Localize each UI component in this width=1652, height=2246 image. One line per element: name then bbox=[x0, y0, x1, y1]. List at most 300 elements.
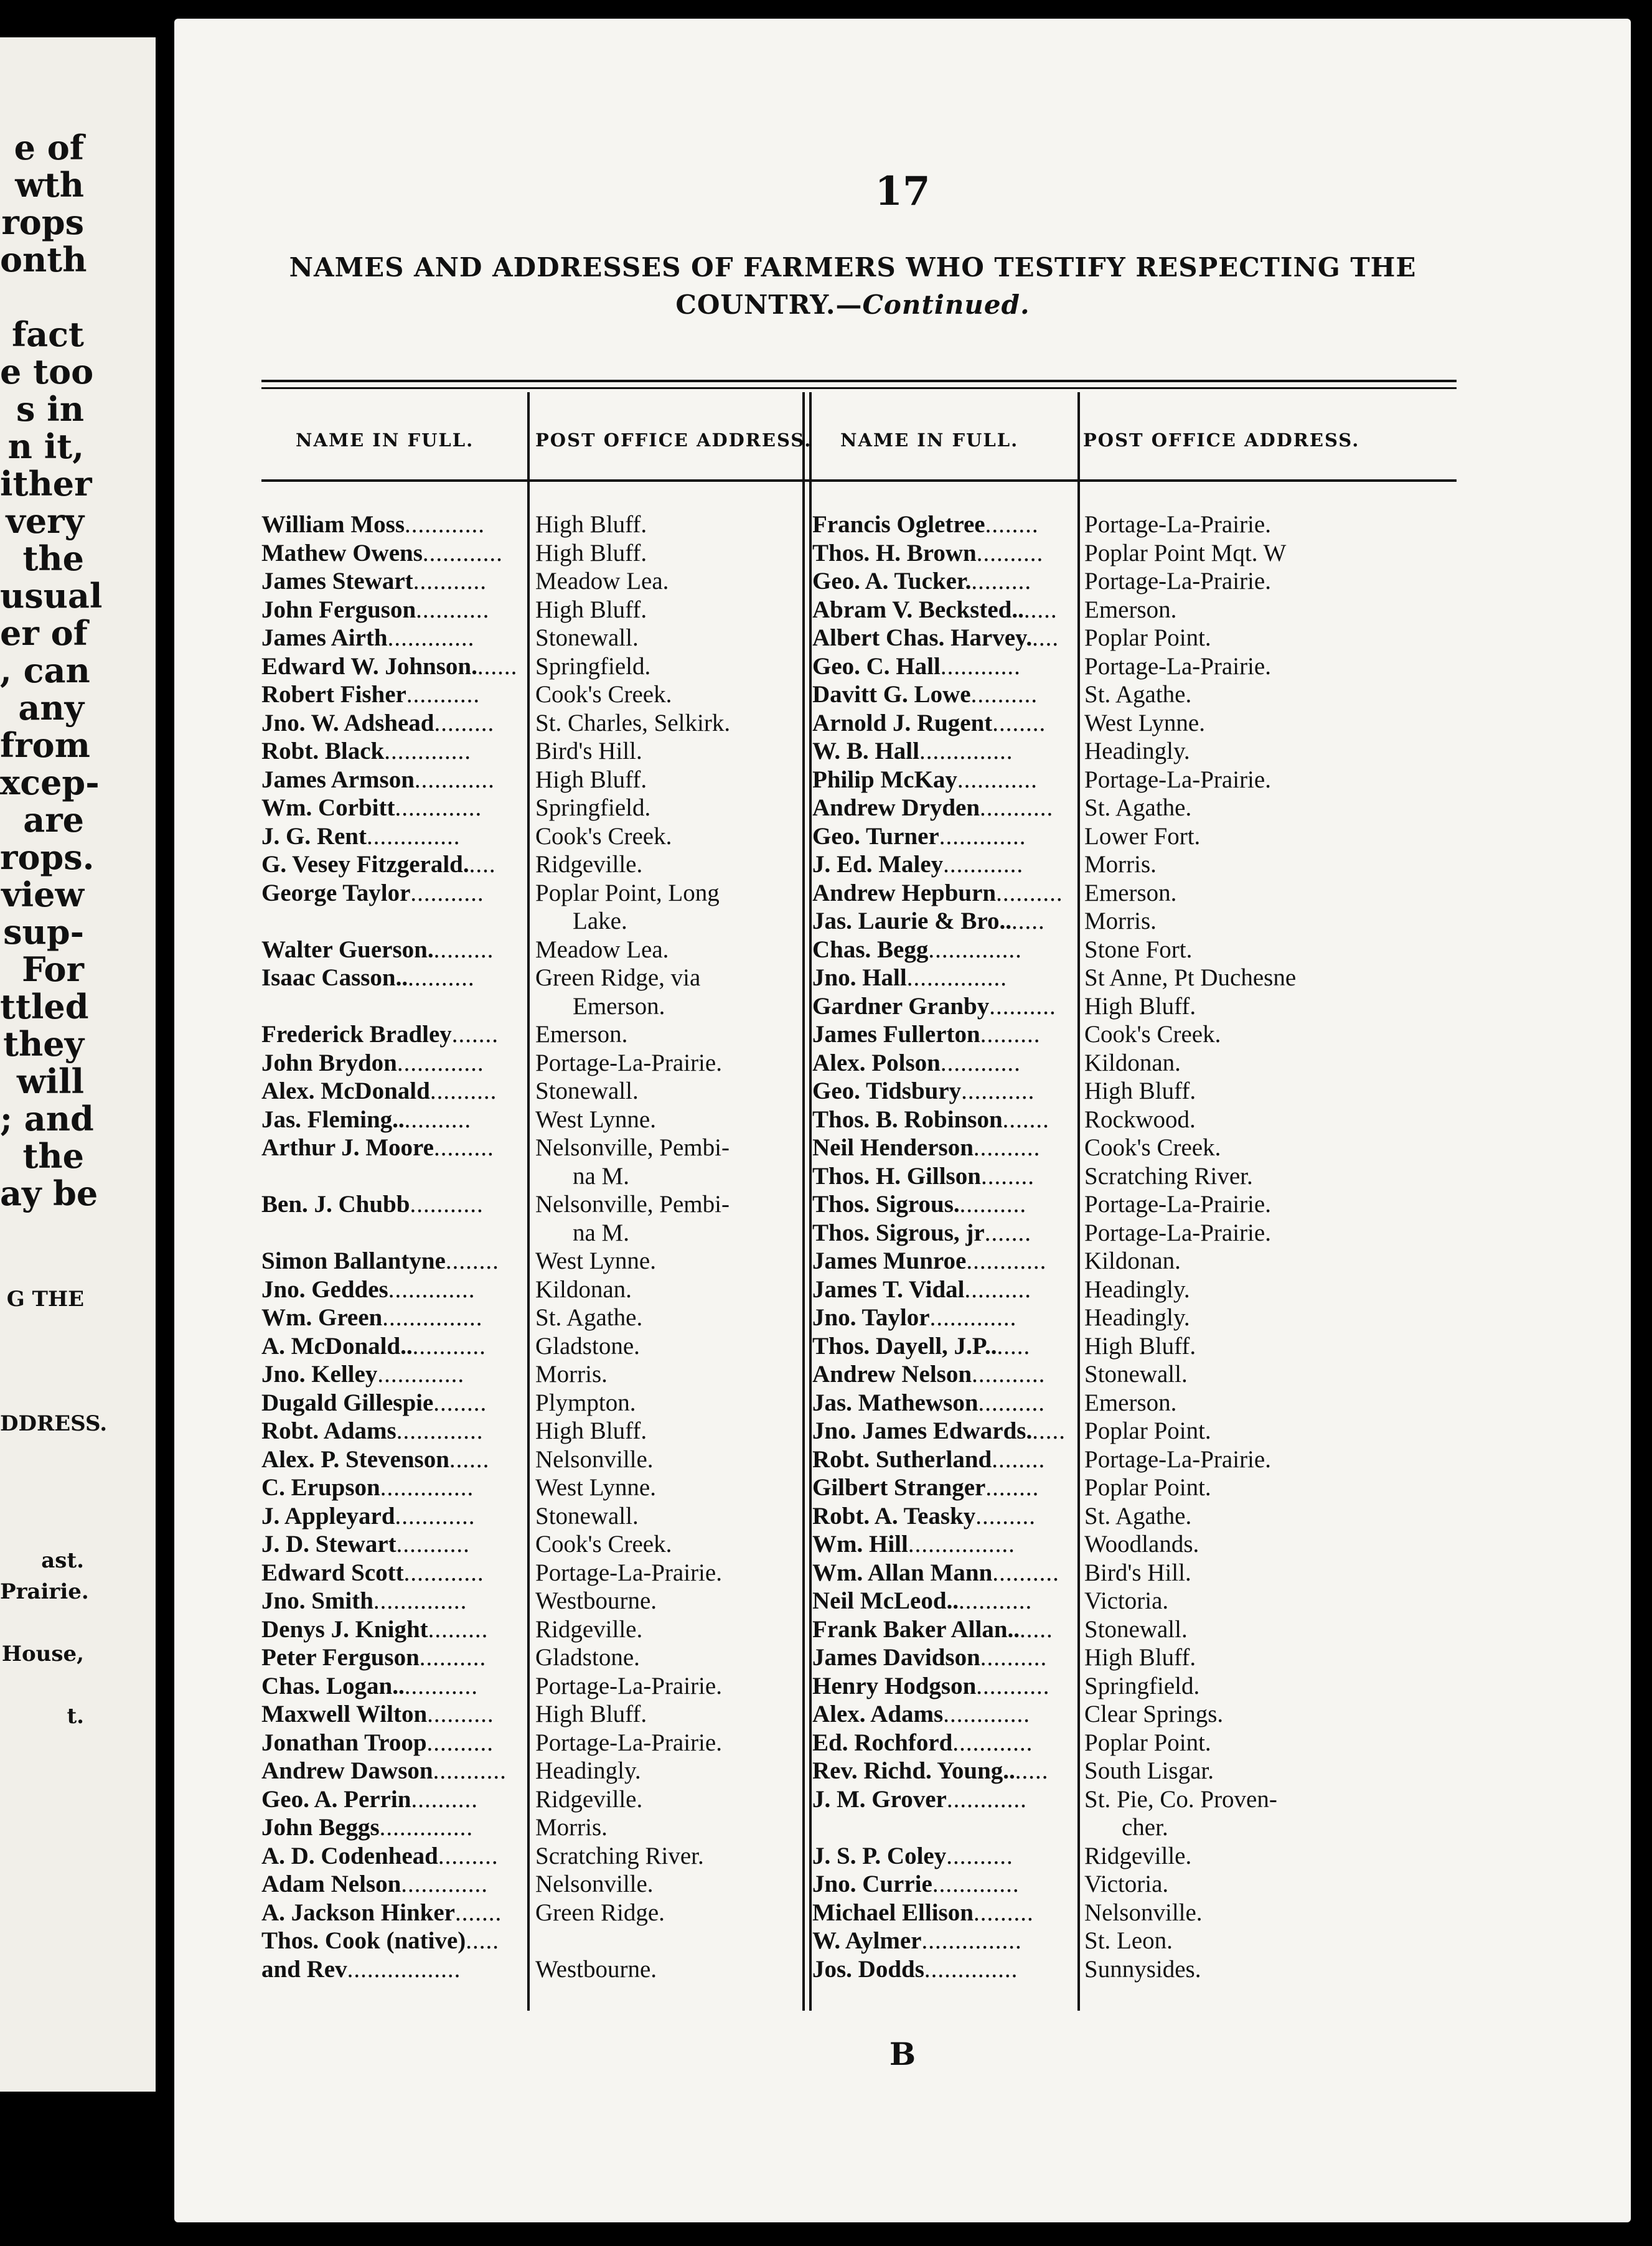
left-page-fragment: e too bbox=[0, 352, 94, 392]
leader-dots: ........ bbox=[980, 1162, 1035, 1190]
farmer-name: Wm. Hill bbox=[812, 1531, 908, 1558]
leader-dots: ........... bbox=[413, 568, 487, 594]
farmer-name: Chas. Logan.. bbox=[261, 1672, 405, 1699]
leader-dots: .......... bbox=[419, 1644, 487, 1671]
farmer-name: Neil McLeod.. bbox=[812, 1587, 959, 1614]
farmer-name: Arthur J. Moore bbox=[261, 1134, 434, 1161]
leader-dots: ......... bbox=[434, 709, 495, 736]
table-row-name bbox=[261, 907, 526, 936]
farmer-name: William Moss bbox=[261, 511, 405, 538]
leader-dots: .......... bbox=[964, 1276, 1032, 1303]
left-page-fragment: t. bbox=[67, 1704, 84, 1729]
leader-dots: ............. bbox=[384, 738, 471, 764]
table-row-name bbox=[812, 510, 1075, 539]
title-line-1: NAMES AND ADDRESSES OF FARMERS WHO TESTIFY RESPECTING THE bbox=[289, 252, 1417, 283]
post-office-address: Headingly. bbox=[535, 1757, 641, 1784]
farmer-name: J. G. Rent bbox=[261, 822, 367, 850]
post-office-address: Westbourne. bbox=[535, 1955, 657, 1983]
farmer-name: Francis Ogletree bbox=[812, 511, 985, 538]
farmer-name: A. Jackson Hinker bbox=[261, 1899, 455, 1926]
farmer-name: Simon Ballantyne bbox=[261, 1248, 446, 1274]
farmer-name: James T. Vidal bbox=[812, 1276, 965, 1303]
leader-dots: .......... bbox=[408, 964, 475, 991]
post-office-address: Emerson. bbox=[1084, 1389, 1177, 1416]
post-office-address: Nelsonville. bbox=[535, 1871, 654, 1897]
main-page bbox=[174, 19, 1631, 2222]
left-page-fragment: the bbox=[22, 1136, 84, 1176]
table-row-name bbox=[812, 822, 1075, 851]
farmer-name: J. Appleyard bbox=[261, 1502, 395, 1529]
column-divider-3 bbox=[1077, 392, 1080, 2011]
post-office-address: Meadow Lea. bbox=[535, 936, 669, 963]
table-row-name bbox=[812, 1729, 1075, 1757]
table-row-name bbox=[261, 1899, 526, 1927]
leader-dots: ............. bbox=[943, 1701, 1030, 1727]
left-page-fragment: usual bbox=[0, 576, 103, 616]
leader-dots: ......... bbox=[433, 1134, 494, 1161]
leader-dots: ........ bbox=[433, 1389, 487, 1416]
left-page-fragment: the bbox=[22, 538, 84, 578]
table-row-name bbox=[261, 879, 526, 908]
farmer-name: James Airth bbox=[261, 624, 388, 651]
post-office-address: West Lynne. bbox=[535, 1248, 656, 1274]
farmer-name: W. B. Hall bbox=[812, 738, 919, 764]
farmer-name: George Taylor bbox=[261, 879, 411, 906]
farmer-name: Alex. Adams bbox=[812, 1701, 944, 1727]
farmer-name: Geo. Tidsbury bbox=[812, 1078, 962, 1104]
table-row-name bbox=[261, 680, 526, 709]
table-row-name bbox=[261, 822, 526, 851]
post-office-address: High Bluff. bbox=[1084, 1078, 1196, 1104]
column-divider-2a bbox=[802, 392, 805, 2011]
farmer-name: Alex. P. Stevenson bbox=[261, 1445, 449, 1473]
leader-dots: ......... bbox=[973, 1899, 1034, 1926]
table-row-name bbox=[812, 1360, 1075, 1389]
table-row-name bbox=[812, 766, 1075, 794]
left-page-fragment: onth bbox=[0, 240, 87, 280]
post-office-address: Ridgeville. bbox=[535, 1615, 643, 1643]
farmer-name: Michael Ellison bbox=[812, 1899, 974, 1926]
table-row-name bbox=[812, 624, 1075, 652]
table-row-name bbox=[261, 1643, 526, 1672]
farmer-name: Jno. James Edwards. bbox=[812, 1417, 1033, 1444]
farmer-name: Thos. H. Brown bbox=[812, 539, 977, 566]
left-page-fragment: from bbox=[0, 725, 90, 765]
leader-dots: ........... bbox=[412, 1332, 486, 1360]
farmer-name: Jas. Laurie & Bro.. bbox=[812, 908, 1011, 934]
left-page-fragment: rops. bbox=[0, 837, 95, 877]
table-row-name bbox=[261, 1304, 526, 1332]
table-row-name bbox=[261, 1276, 526, 1304]
farmer-name: Alex. McDonald bbox=[261, 1078, 430, 1104]
post-office-address: Poplar Point. bbox=[1084, 1417, 1211, 1444]
farmer-name: Geo. Turner bbox=[812, 822, 939, 850]
farmer-name: Wm. Green bbox=[261, 1304, 383, 1331]
leader-dots: .......... bbox=[427, 1701, 494, 1727]
table-row-name bbox=[261, 539, 526, 568]
post-office-address: High Bluff. bbox=[535, 596, 647, 623]
table-row-name bbox=[261, 1219, 526, 1248]
farmer-name: Frank Baker Allan.. bbox=[812, 1615, 1020, 1643]
post-office-address: St. Agathe. bbox=[1084, 794, 1192, 821]
farmer-name: James Stewart bbox=[261, 568, 413, 594]
table-row-name bbox=[812, 1700, 1075, 1729]
leader-dots: ............. bbox=[401, 1871, 489, 1897]
post-office-address: na M. bbox=[573, 1219, 629, 1246]
table-row-name bbox=[812, 1502, 1075, 1531]
left-page-fragment: fact bbox=[11, 314, 84, 354]
leader-dots: .......... bbox=[970, 681, 1038, 708]
left-page-fragment: e of bbox=[14, 128, 84, 167]
farmer-name: Thos. B. Robinson bbox=[812, 1106, 1003, 1133]
leader-dots: .......... bbox=[980, 1644, 1048, 1671]
leader-dots: ........... bbox=[959, 1587, 1033, 1614]
table-row-name bbox=[812, 1445, 1075, 1474]
leader-dots: .............. bbox=[379, 1814, 474, 1841]
farmer-name: Jno. Currie bbox=[812, 1871, 932, 1897]
farmer-name: Abram V. Becksted.. bbox=[812, 596, 1024, 623]
table-row-name bbox=[261, 1134, 526, 1162]
post-office-address: High Bluff. bbox=[535, 511, 647, 538]
table-row-name bbox=[261, 737, 526, 766]
left-page-fragment: sup- bbox=[3, 912, 84, 952]
table-row-name bbox=[812, 879, 1075, 908]
farmer-name: John Ferguson bbox=[261, 596, 416, 623]
farmer-name: James Armson bbox=[261, 766, 415, 793]
table-row-name bbox=[812, 1049, 1075, 1078]
leader-dots: ......... bbox=[428, 1615, 489, 1643]
post-office-address: Kildonan. bbox=[1084, 1049, 1181, 1076]
farmer-name: Philip McKay bbox=[812, 766, 957, 793]
post-office-address: Poplar Point. bbox=[1084, 1474, 1211, 1501]
post-office-address: Poplar Point Mqt. W bbox=[1084, 539, 1287, 566]
farmer-name: Jno. Smith bbox=[261, 1587, 373, 1614]
post-office-address: Gladstone. bbox=[535, 1332, 640, 1360]
leader-dots: ........... bbox=[972, 1361, 1046, 1388]
post-office-address: Scratching River. bbox=[535, 1842, 704, 1869]
leader-dots: ..... bbox=[1011, 908, 1045, 934]
table-row-name bbox=[261, 1870, 526, 1899]
left-page-fragment: ttled bbox=[0, 987, 89, 1027]
left-page-fragment: DDRESS. bbox=[0, 1411, 108, 1436]
leader-dots: ........ bbox=[985, 1474, 1040, 1501]
table-row-name bbox=[261, 596, 526, 624]
post-office-address: St. Charles, Selkirk. bbox=[535, 709, 731, 736]
post-office-address: Poplar Point, Long bbox=[535, 879, 720, 906]
table-row-name bbox=[261, 1700, 526, 1729]
leader-dots: .......... bbox=[978, 1389, 1046, 1416]
farmer-name: Wm. Corbitt bbox=[261, 794, 395, 821]
post-office-address: Stonewall. bbox=[535, 1502, 639, 1529]
post-office-address: Emerson. bbox=[535, 1021, 628, 1048]
table-row-name bbox=[812, 1757, 1075, 1785]
post-office-address: Woodlands. bbox=[1084, 1531, 1199, 1558]
leader-dots: .............. bbox=[928, 936, 1022, 963]
leader-dots: ....... bbox=[984, 1219, 1031, 1246]
post-office-address: Stonewall. bbox=[1084, 1361, 1188, 1388]
leader-dots: .......... bbox=[992, 1559, 1059, 1586]
table-row-name bbox=[261, 850, 526, 879]
leader-dots: ........... bbox=[980, 794, 1054, 821]
post-office-address: High Bluff. bbox=[1084, 1332, 1196, 1360]
leader-dots: .......... bbox=[959, 1191, 1027, 1218]
leader-dots: .............. bbox=[380, 1474, 474, 1501]
table-row-name bbox=[812, 1559, 1075, 1587]
left-page-fragment: s in bbox=[16, 389, 84, 429]
leader-dots: .......... bbox=[976, 539, 1044, 566]
farmer-name: Andrew Dawson bbox=[261, 1757, 433, 1784]
table-row-name bbox=[812, 1389, 1075, 1417]
left-page-fragment: G THE bbox=[6, 1287, 84, 1312]
table-row-name bbox=[812, 567, 1075, 596]
table-row-name bbox=[261, 1785, 526, 1814]
farmer-name: Jos. Dodds bbox=[812, 1955, 924, 1983]
farmer-name: Jno. Hall bbox=[812, 964, 907, 991]
leader-dots: ..... bbox=[1023, 596, 1058, 623]
header-address-left: POST OFFICE ADDRESS. bbox=[535, 430, 812, 451]
header-address-right: POST OFFICE ADDRESS. bbox=[1083, 430, 1360, 451]
table-row-name bbox=[812, 1587, 1075, 1615]
table-row-name bbox=[261, 794, 526, 822]
farmer-name: Henry Hodgson bbox=[812, 1672, 977, 1699]
leader-dots: .... bbox=[1032, 624, 1059, 651]
table-row-name bbox=[812, 907, 1075, 936]
post-office-address: St. Agathe. bbox=[535, 1304, 643, 1331]
post-office-address: West Lynne. bbox=[535, 1474, 656, 1501]
post-office-address: Green Ridge, via bbox=[535, 964, 701, 991]
post-office-address: Sunnysides. bbox=[1084, 1955, 1201, 1983]
post-office-address: Morris. bbox=[1084, 851, 1157, 878]
farmer-name: Jno. W. Adshead bbox=[261, 709, 434, 736]
post-office-address: Headingly. bbox=[1084, 1304, 1190, 1331]
farmer-name: W. Aylmer bbox=[812, 1927, 922, 1954]
table-row-name bbox=[261, 1077, 526, 1106]
table-top-rule bbox=[261, 380, 1457, 382]
table-row-name bbox=[812, 1077, 1075, 1106]
leader-dots: .............. bbox=[924, 1955, 1018, 1983]
table-row-name bbox=[812, 1530, 1075, 1559]
farmer-name: J. M. Grover bbox=[812, 1785, 947, 1813]
left-page-fragment: ; and bbox=[0, 1099, 94, 1139]
leader-dots: ........... bbox=[406, 681, 481, 708]
table-row-name bbox=[812, 1020, 1075, 1049]
table-row-name bbox=[812, 596, 1075, 624]
right-addresses-column bbox=[1084, 510, 1433, 1983]
farmer-name: Thos. Sigrous, jr bbox=[812, 1219, 985, 1246]
table-row-name bbox=[261, 1247, 526, 1276]
leader-dots: ............ bbox=[940, 652, 1021, 680]
leader-dots: ........ bbox=[985, 511, 1039, 538]
table-row-name bbox=[812, 1842, 1075, 1871]
farmer-name: Frederick Bradley bbox=[261, 1021, 452, 1048]
post-office-address: West Lynne. bbox=[1084, 709, 1205, 736]
post-office-address: High Bluff. bbox=[535, 1701, 647, 1727]
table-row-name bbox=[261, 936, 526, 964]
table-top-rule-second bbox=[261, 387, 1457, 389]
leader-dots: .......... bbox=[426, 1729, 494, 1756]
post-office-address: Emerson. bbox=[1084, 596, 1177, 623]
post-office-address: Portage-La-Prairie. bbox=[535, 1049, 722, 1076]
left-page-fragment: they bbox=[3, 1024, 84, 1064]
left-names-column bbox=[261, 510, 526, 1983]
post-office-address: Ridgeville. bbox=[535, 1785, 643, 1813]
table-row-name bbox=[812, 1134, 1075, 1162]
leader-dots: ........... bbox=[410, 1191, 484, 1218]
farmer-name: Robt. Black bbox=[261, 738, 385, 764]
farmer-name: Walter Guerson. bbox=[261, 936, 434, 963]
post-office-address: Bird's Hill. bbox=[1084, 1559, 1191, 1586]
leader-dots: .......... bbox=[411, 1785, 478, 1813]
post-office-address: Portage-La-Prairie. bbox=[1084, 766, 1271, 793]
farmer-name: Ben. J. Chubb bbox=[261, 1191, 410, 1218]
leader-dots: ................ bbox=[908, 1531, 1015, 1558]
leader-dots: ........... bbox=[396, 1531, 470, 1558]
post-office-address: Springfield. bbox=[535, 652, 651, 680]
post-office-address: Portage-La-Prairie. bbox=[1084, 511, 1271, 538]
table-row-name bbox=[261, 1955, 526, 1984]
farmer-name: Geo. C. Hall bbox=[812, 652, 941, 680]
post-office-address: Portage-La-Prairie. bbox=[535, 1672, 722, 1699]
farmer-name: Davitt G. Lowe bbox=[812, 681, 971, 708]
post-office-address: Stonewall. bbox=[535, 624, 639, 651]
farmer-name: Neil Henderson bbox=[812, 1134, 974, 1161]
title-line-2 bbox=[237, 286, 1469, 324]
post-office-address: Kildonan. bbox=[535, 1276, 632, 1303]
farmer-name: Albert Chas. Harvey. bbox=[812, 624, 1033, 651]
leader-dots: ............ bbox=[966, 1248, 1047, 1274]
left-page-fragment: ay be bbox=[0, 1173, 98, 1213]
leader-dots: ........... bbox=[433, 1757, 507, 1784]
header-name-left: NAME IN FULL. bbox=[296, 430, 474, 451]
post-office-address: Morris. bbox=[535, 1361, 608, 1388]
leader-dots: ............ bbox=[414, 766, 495, 793]
farmer-name: G. Vesey Fitzgerald. bbox=[261, 851, 469, 878]
table-row-name bbox=[261, 1672, 526, 1701]
post-office-address: High Bluff. bbox=[1084, 992, 1196, 1020]
table-row-name bbox=[812, 539, 1075, 568]
leader-dots: ......... bbox=[433, 936, 494, 963]
farmer-name: Ed. Rochford bbox=[812, 1729, 953, 1756]
post-office-address: Poplar Point. bbox=[1084, 624, 1211, 651]
farmer-name: Rev. Richd. Young.. bbox=[812, 1757, 1015, 1784]
table-row-name bbox=[812, 1899, 1075, 1927]
column-divider-1 bbox=[527, 392, 530, 2011]
leader-dots: ..... bbox=[466, 1927, 500, 1954]
post-office-address: Cook's Creek. bbox=[1084, 1134, 1221, 1161]
farmer-name: J. Ed. Maley bbox=[812, 851, 944, 878]
table-row-name bbox=[812, 850, 1075, 879]
leader-dots: ............... bbox=[921, 1927, 1022, 1954]
leader-dots: ............. bbox=[387, 624, 475, 651]
left-page-fragment: xcep- bbox=[0, 763, 100, 802]
table-row-name bbox=[812, 1785, 1075, 1814]
table-row-name bbox=[812, 1247, 1075, 1276]
post-office-address bbox=[535, 1927, 800, 1955]
farmer-name: Thos. Dayell, J.P.. bbox=[812, 1332, 997, 1360]
leader-dots: ............. bbox=[397, 1049, 484, 1076]
left-page-fragment: view bbox=[1, 875, 84, 914]
table-row-name bbox=[261, 1190, 526, 1219]
leader-dots: ........... bbox=[976, 1672, 1050, 1699]
table-row-name bbox=[261, 1106, 526, 1134]
table-row-name bbox=[812, 1870, 1075, 1899]
table-row-name bbox=[261, 624, 526, 652]
post-office-address: Emerson. bbox=[1084, 879, 1177, 906]
farmer-name: Andrew Dryden bbox=[812, 794, 980, 821]
post-office-address: Portage-La-Prairie. bbox=[1084, 652, 1271, 680]
leader-dots: ............. bbox=[939, 822, 1026, 850]
farmer-name: Thos. H. Gillson bbox=[812, 1162, 981, 1190]
post-office-address: Bird's Hill. bbox=[535, 738, 642, 764]
post-office-address: Clear Springs. bbox=[1084, 1701, 1224, 1727]
table-row-name bbox=[261, 1020, 526, 1049]
table-row-name bbox=[812, 1162, 1075, 1191]
farmer-name: A. D. Codenhead bbox=[261, 1842, 438, 1869]
post-office-address: Portage-La-Prairie. bbox=[1084, 1445, 1271, 1473]
post-office-address: Portage-La-Prairie. bbox=[1084, 1191, 1271, 1218]
post-office-address: Springfield. bbox=[535, 794, 651, 821]
leader-dots: .............. bbox=[367, 822, 461, 850]
farmer-name: Gardner Granby bbox=[812, 992, 990, 1020]
table-row-name bbox=[261, 1757, 526, 1785]
table-row-name bbox=[812, 964, 1075, 992]
table-row-name bbox=[261, 1049, 526, 1078]
table-row-name bbox=[812, 1813, 1075, 1842]
farmer-name: Jas. Mathewson bbox=[812, 1389, 979, 1416]
leader-dots: ............ bbox=[422, 539, 503, 566]
table-row-name bbox=[261, 652, 526, 681]
table-row-name bbox=[812, 1927, 1075, 1955]
post-office-address: Nelsonville. bbox=[1084, 1899, 1203, 1926]
farmer-name: Jonathan Troop bbox=[261, 1729, 427, 1756]
post-office-address: Ridgeville. bbox=[535, 851, 643, 878]
leader-dots: ..... bbox=[1015, 1757, 1049, 1784]
post-office-address: Westbourne. bbox=[535, 1587, 657, 1614]
leader-dots: ......... bbox=[971, 568, 1032, 594]
table-row-name bbox=[261, 709, 526, 738]
farmer-name: J. S. P. Coley bbox=[812, 1842, 947, 1869]
table-row-name bbox=[261, 1842, 526, 1871]
leader-dots: .......... bbox=[429, 1078, 497, 1104]
table-row-name bbox=[812, 1955, 1075, 1984]
table-row-name bbox=[812, 794, 1075, 822]
left-page-fragment: er of bbox=[0, 613, 88, 653]
farmer-name: Edward W. Johnson. bbox=[261, 652, 477, 680]
leader-dots: ............... bbox=[382, 1304, 483, 1331]
leader-dots: ....... bbox=[451, 1021, 499, 1048]
post-office-address: Meadow Lea. bbox=[535, 568, 669, 594]
left-page-fragment: For bbox=[22, 949, 84, 989]
leader-dots: ..... bbox=[997, 1332, 1031, 1360]
farmer-name: Jno. Taylor bbox=[812, 1304, 930, 1331]
post-office-address: St. Agathe. bbox=[1084, 681, 1192, 708]
leader-dots: ....... bbox=[454, 1899, 502, 1926]
table-row-name bbox=[261, 766, 526, 794]
table-row-name bbox=[812, 709, 1075, 738]
leader-dots: ............ bbox=[405, 511, 486, 538]
table-row-name bbox=[261, 1813, 526, 1842]
post-office-address: Cook's Creek. bbox=[1084, 1021, 1221, 1048]
post-office-address: St Anne, Pt Duchesne bbox=[1084, 964, 1297, 991]
leader-dots: ............ bbox=[946, 1785, 1027, 1813]
leader-dots: ........ bbox=[992, 1445, 1046, 1473]
farmer-name: James Fullerton bbox=[812, 1021, 980, 1048]
left-page-fragment: wth bbox=[15, 165, 84, 205]
farmer-name: Jas. Fleming.. bbox=[261, 1106, 405, 1133]
header-bottom-rule bbox=[261, 479, 1457, 482]
table-row-name bbox=[812, 1304, 1075, 1332]
farmer-name: Robt. Sutherland bbox=[812, 1445, 992, 1473]
